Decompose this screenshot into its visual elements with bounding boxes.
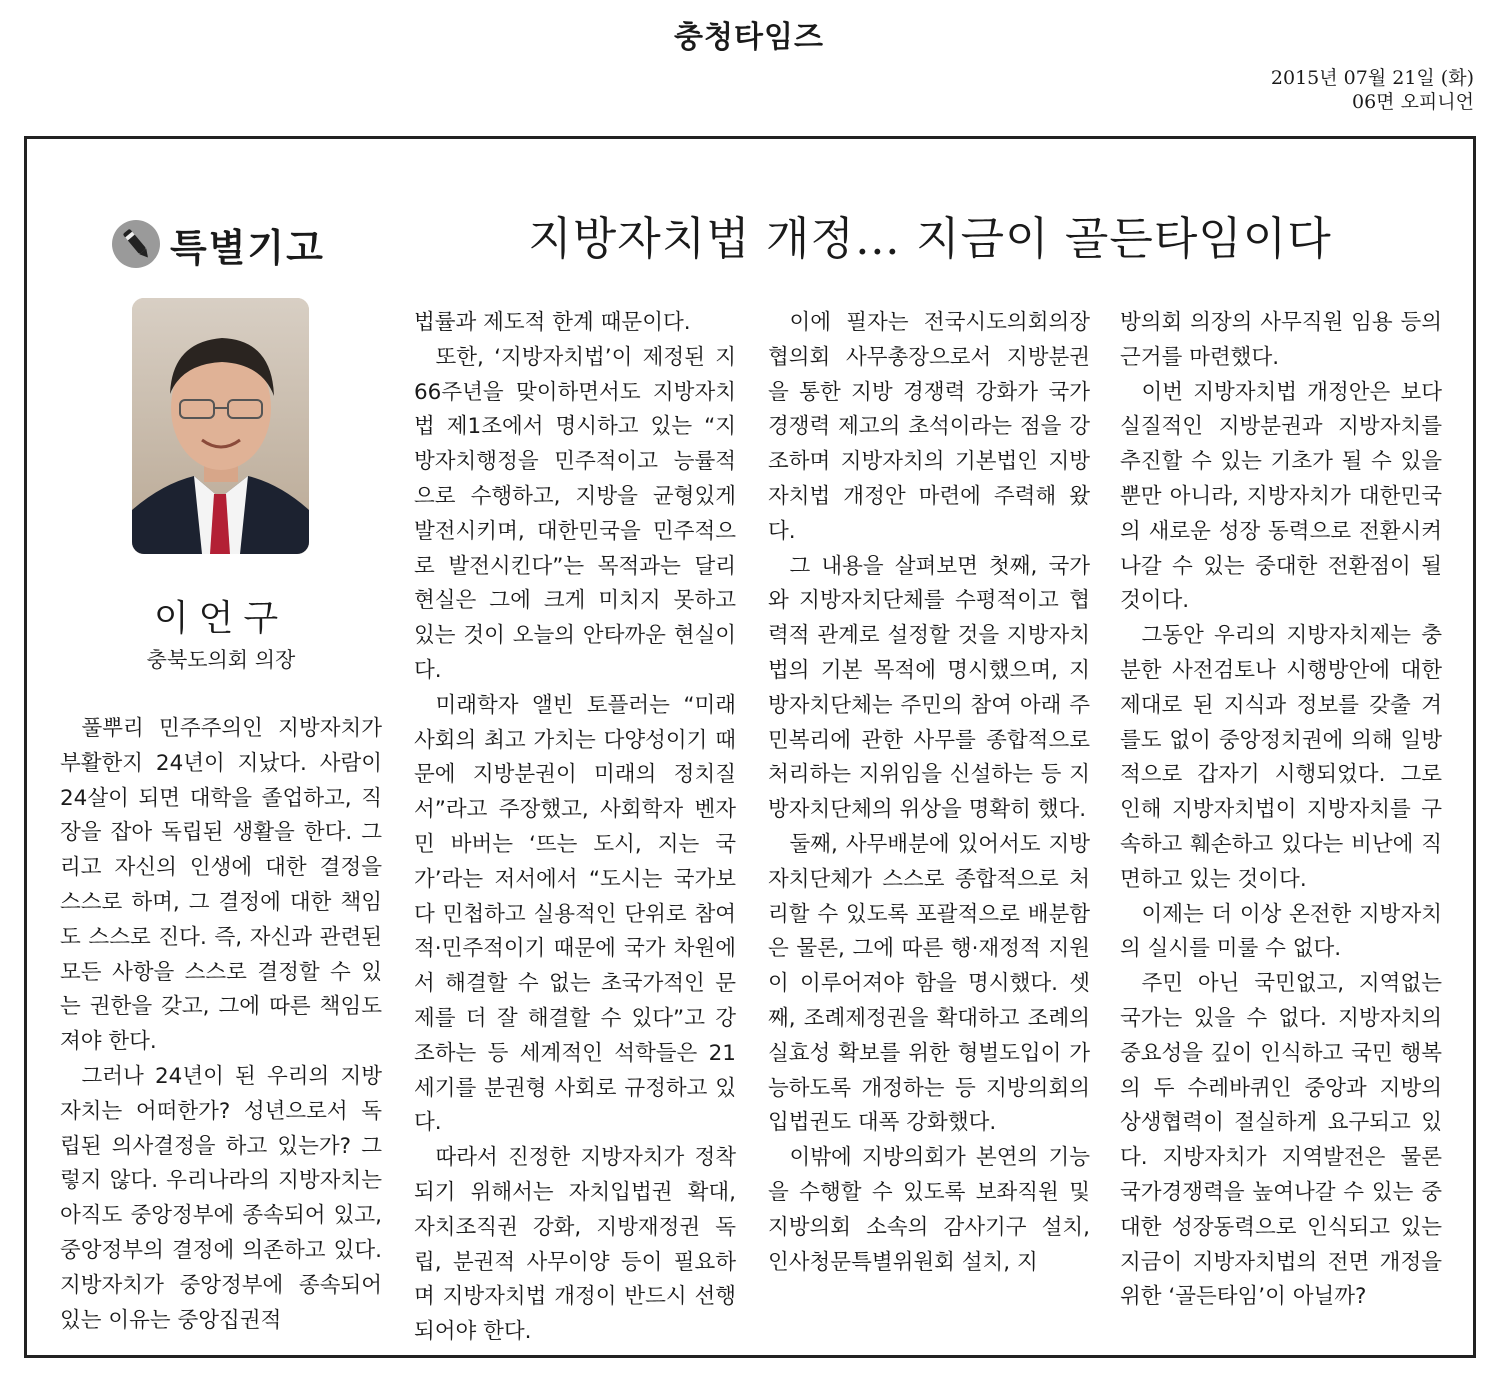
pen-icon (112, 220, 160, 268)
paragraph: 그동안 우리의 지방자치제는 충분한 사전검토나 시행방안에 대한 제대로 된 지식과 정보를 갖출 겨를도 없이 중앙정치권에 의해 일방적으로 갑자기 시행되었다. 그로 인해 지방자치법이 지방자치를 구속하고 훼손하고 있다는 비난에 직면하고 있는 것이다. (1120, 623, 1442, 892)
article-column-2 (414, 306, 736, 1350)
dateline (1271, 66, 1474, 114)
article-column-3 (768, 306, 1090, 1280)
paragraph: 이제는 더 이상 온전한 지방자치의 실시를 미룰 수 없다. (1120, 901, 1442, 962)
paragraph: 주민 아닌 국민없고, 지역없는 국가는 있을 수 없다. 지방자치의 중요성을 깊이 인식하고 국민 행복의 두 수레바퀴인 중앙과 지방의 상생협력이 절실하게 요구되고 있다. 지방자치가 지역발전은 물론 국가경쟁력을 높여나갈 수 있는 중대한 성장동력으로 인식되고 있는 지금이 지방자치법의 전면 개정을 위한 ‘골든타임’이 아닐까? (1120, 971, 1442, 1310)
paragraph: 미래학자 앨빈 토플러는 “미래사회의 최고 가치는 다양성이기 때문에 지방분권이 미래의 정치질서”라고 주장했고, 사회학자 벤자민 바버는 ‘뜨는 도시, 지는 국가’라는 저서에서 “도시는 국가보다 민첩하고 실용적인 단위로 참여적·민주적이기 때문에 국가 차원에서 해결할 수 없는 초국가적인 문제를 더 잘 해결할 수 있다”고 강조하는 등 세계적인 석학들은 21세기를 분권형 사회로 규정하고 있다. (414, 692, 736, 1136)
author-photo (132, 298, 309, 554)
paragraph: 이번 지방자치법 개정안은 보다 실질적인 지방분권과 지방자치를 추진할 수 있는 기초가 될 수 있을 뿐만 아니라, 지방자치가 대한민국의 새로운 성장 동력으로 전환시켜 나갈 수 있는 중대한 전환점이 될 것이다. (1120, 379, 1442, 614)
paragraph: 둘째, 사무배분에 있어서도 지방자치단체가 스스로 종합적으로 처리할 수 있도록 포괄적으로 배분함은 물론, 그에 따른 행·재정적 지원이 이루어져야 함을 명시했다. 셋째, 조례제정권을 확대하고 조례의 실효성 확보를 위한 형벌도입이 가능하도록 개정하는 등 지방의회의 입법권도 대폭 강화했다. (768, 831, 1090, 1136)
paragraph: 또한, ‘지방자치법’이 제정된 지 66주년을 맞이하면서도 지방자치법 제1조에서 명시하고 있는 “지방자치행정을 민주적이고 능률적으로 수행하고, 지방을 균형있게 발전시키며, 대한민국을 민주적으로 발전시킨다”는 목적과는 달리 현실은 그에 크게 미치지 못하고 있는 것이 오늘의 안타까운 현실이다. (414, 344, 736, 683)
newspaper-masthead: 충청타임즈 (674, 20, 824, 55)
paragraph: 따라서 진정한 지방자치가 정착되기 위해서는 자치입법권 확대, 자치조직권 강화, 지방재정권 독립, 분권적 사무이양 등이 필요하며 지방자치법 개정이 반드시 선행되어야 한다. (414, 1145, 736, 1345)
page-section: 06면 오피니언 (1352, 91, 1474, 113)
paragraph: 방의회 의장의 사무직원 임용 등의 근거를 마련했다. (1120, 310, 1442, 370)
paragraph: 이밖에 지방의회가 본연의 기능을 수행할 수 있도록 보좌직원 및 지방의회 소속의 감사기구 설치, 인사청문특별위원회 설치, 지 (768, 1145, 1090, 1275)
paragraph: 이에 필자는 전국시도의회의장협의회 사무총장으로서 지방분권을 통한 지방 경쟁력 강화가 국가경쟁력 제고의 초석이라는 점을 강조하며 지방자치의 기본법인 지방자치법 개정안 마련에 주력해 왔다. (768, 310, 1090, 544)
paragraph: 풀뿌리 민주주의인 지방자치가 부활한지 24년이 지났다. 사람이 24살이 되면 대학을 졸업하고, 직장을 잡아 독립된 생활을 한다. 그리고 자신의 인생에 대한 결정을 스스로 하며, 그 결정에 대한 책임도 스스로 진다. 즉, 자신과 관련된 모든 사항을 스스로 결정할 수 있는 권한을 갖고, 그에 따른 책임도 져야 한다. (60, 716, 382, 1055)
paragraph: 그 내용을 살펴보면 첫째, 국가와 지방자치단체를 수평적이고 협력적 관계로 설정할 것을 지방자치법의 기본 목적에 명시했으며, 지방자치단체는 주민의 참여 아래 주민복리에 관한 사무를 종합적으로 처리하는 지위임을 신설하는 등 지방자치단체의 위상을 명확히 했다. (768, 553, 1090, 823)
column-label (112, 214, 325, 274)
article-column-4 (1120, 306, 1442, 1315)
publication-date: 2015년 07월 21일 (화) (1270, 67, 1474, 89)
author-title: 충북도의회 의장 (146, 648, 296, 672)
article-title: 지방자치법 개정… 지금이 골든타임이다 (528, 212, 1332, 265)
paragraph: 법률과 제도적 한계 때문이다. (414, 310, 691, 335)
author-name: 이언구 (153, 598, 289, 639)
column-label-text: 특별기고 (170, 224, 325, 270)
paragraph: 그러나 24년이 된 우리의 지방자치는 어떠한가? 성년으로서 독립된 의사결정을 하고 있는가? 그렇지 않다. 우리나라의 지방자치는 아직도 중앙정부에 종속되어 있고, 중앙정부의 결정에 의존하고 있다. 지방자치가 중앙정부에 종속되어 있는 이유는 중앙집권적 (60, 1063, 382, 1333)
article-column-1 (60, 712, 382, 1338)
